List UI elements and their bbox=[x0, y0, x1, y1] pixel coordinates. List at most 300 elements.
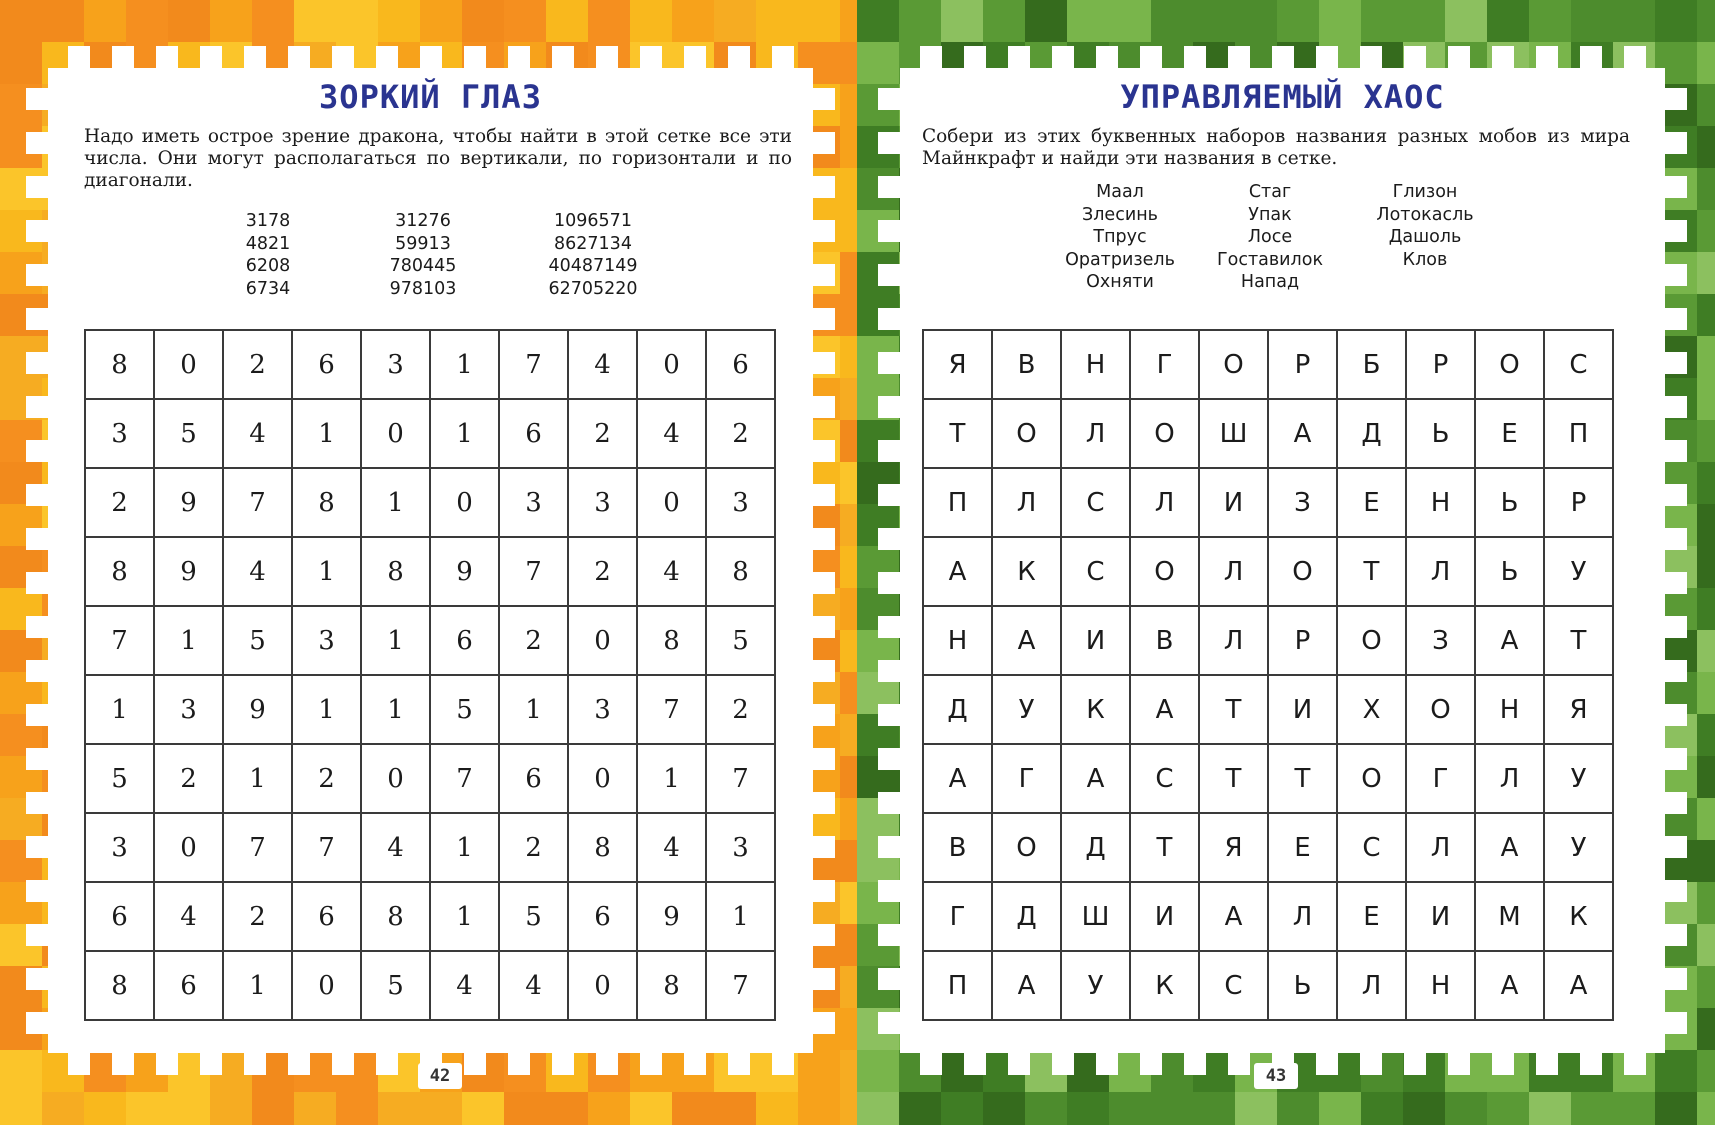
letter-cell[interactable]: Е bbox=[1337, 468, 1406, 537]
letter-cell[interactable]: Ь bbox=[1406, 399, 1475, 468]
letter-cell[interactable]: Н bbox=[1406, 468, 1475, 537]
panel-notch bbox=[813, 132, 835, 154]
panel-notch bbox=[684, 46, 706, 68]
number-cell[interactable]: 4 bbox=[154, 882, 223, 951]
pixel-tile bbox=[1445, 0, 1487, 42]
number-cell[interactable]: 6 bbox=[154, 951, 223, 1020]
number-cell[interactable]: 1 bbox=[430, 330, 499, 399]
number-cell[interactable]: 3 bbox=[568, 675, 637, 744]
letter-cell[interactable]: Л bbox=[1268, 882, 1337, 951]
number-cell[interactable]: 1 bbox=[430, 882, 499, 951]
letter-cell[interactable]: Т bbox=[1130, 813, 1199, 882]
pixel-tile bbox=[983, 1092, 1025, 1125]
number-cell[interactable]: 3 bbox=[292, 606, 361, 675]
letter-cell[interactable]: О bbox=[992, 399, 1061, 468]
pixel-tile bbox=[840, 378, 857, 420]
panel-notch bbox=[1665, 660, 1687, 682]
number-cell[interactable]: 8 bbox=[706, 537, 775, 606]
number-cell[interactable]: 0 bbox=[430, 468, 499, 537]
number-cell[interactable]: 1 bbox=[223, 744, 292, 813]
number-cell[interactable]: 1 bbox=[361, 468, 430, 537]
pixel-tile bbox=[840, 462, 857, 504]
pixel-tile bbox=[941, 1092, 983, 1125]
letter-cell[interactable]: И bbox=[1199, 468, 1268, 537]
number-cell[interactable]: 0 bbox=[361, 399, 430, 468]
letter-cell[interactable]: Н bbox=[923, 606, 992, 675]
panel-notch bbox=[813, 88, 835, 110]
number-cell[interactable]: 1 bbox=[85, 675, 154, 744]
number-cell[interactable]: 7 bbox=[223, 468, 292, 537]
letter-cell[interactable]: А bbox=[1475, 951, 1544, 1020]
number-cell[interactable]: 4 bbox=[430, 951, 499, 1020]
number-item: 3178 bbox=[245, 211, 291, 231]
letter-cell[interactable]: А bbox=[992, 951, 1061, 1020]
letter-cell[interactable]: Б bbox=[1337, 330, 1406, 399]
pixel-tile bbox=[504, 1092, 546, 1125]
letter-cell[interactable]: Я bbox=[1199, 813, 1268, 882]
letter-cell[interactable]: Л bbox=[1475, 744, 1544, 813]
panel-notch bbox=[1665, 220, 1687, 242]
letter-cell[interactable]: Т bbox=[1337, 537, 1406, 606]
number-cell[interactable]: 1 bbox=[430, 399, 499, 468]
number-cell[interactable]: 2 bbox=[292, 744, 361, 813]
number-cell[interactable]: 3 bbox=[85, 813, 154, 882]
pixel-tile bbox=[546, 1092, 588, 1125]
number-cell[interactable]: 6 bbox=[568, 882, 637, 951]
letter-cell[interactable]: А bbox=[1061, 744, 1130, 813]
number-cell[interactable]: 0 bbox=[154, 330, 223, 399]
number-cell[interactable]: 2 bbox=[223, 330, 292, 399]
letter-cell[interactable]: П bbox=[923, 468, 992, 537]
number-cell[interactable]: 4 bbox=[223, 399, 292, 468]
number-cell[interactable]: 4 bbox=[637, 813, 706, 882]
number-item: 40487149 bbox=[548, 256, 638, 276]
letter-cell[interactable]: О bbox=[992, 813, 1061, 882]
number-cell[interactable]: 6 bbox=[430, 606, 499, 675]
number-cell[interactable]: 1 bbox=[637, 744, 706, 813]
number-cell[interactable]: 3 bbox=[499, 468, 568, 537]
pixel-tile bbox=[714, 1092, 756, 1125]
letter-cell[interactable]: О bbox=[1406, 675, 1475, 744]
letter-cell[interactable]: Л bbox=[1406, 537, 1475, 606]
letter-cell[interactable]: Р bbox=[1406, 330, 1475, 399]
letter-cell[interactable]: С bbox=[1199, 951, 1268, 1020]
pixel-tile bbox=[840, 1050, 857, 1092]
letter-cell[interactable]: Ь bbox=[1268, 951, 1337, 1020]
number-cell[interactable]: 2 bbox=[706, 399, 775, 468]
number-cell[interactable]: 0 bbox=[568, 606, 637, 675]
pixel-tile bbox=[840, 84, 857, 126]
number-cell[interactable]: 0 bbox=[637, 330, 706, 399]
panel-notch bbox=[244, 46, 266, 68]
number-cell[interactable]: 6 bbox=[292, 882, 361, 951]
letter-cell[interactable]: Л bbox=[1406, 813, 1475, 882]
letter-cell[interactable]: Р bbox=[1268, 330, 1337, 399]
number-cell[interactable]: 5 bbox=[154, 399, 223, 468]
number-cell[interactable]: 7 bbox=[430, 744, 499, 813]
number-cell[interactable]: 3 bbox=[154, 675, 223, 744]
pixel-tile bbox=[840, 0, 857, 42]
panel-notch bbox=[1228, 46, 1250, 68]
pixel-tile bbox=[1697, 126, 1715, 168]
right-content-panel bbox=[900, 68, 1665, 1053]
letter-cell[interactable]: Л bbox=[992, 468, 1061, 537]
number-cell[interactable]: 5 bbox=[706, 606, 775, 675]
pixel-tile bbox=[857, 1092, 899, 1125]
letter-cell[interactable]: Р bbox=[1268, 606, 1337, 675]
letter-cell[interactable]: И bbox=[1130, 882, 1199, 951]
number-cell[interactable]: 3 bbox=[85, 399, 154, 468]
number-cell[interactable]: 6 bbox=[499, 744, 568, 813]
letter-cell[interactable]: З bbox=[1268, 468, 1337, 537]
number-list-col-2 bbox=[368, 210, 478, 300]
letter-cell[interactable]: У bbox=[1544, 537, 1613, 606]
word-item: Оратризель bbox=[1065, 249, 1175, 270]
pixel-tile bbox=[1697, 924, 1715, 966]
letter-cell[interactable]: У bbox=[1544, 813, 1613, 882]
number-cell[interactable]: 8 bbox=[85, 537, 154, 606]
number-cell[interactable]: 4 bbox=[637, 537, 706, 606]
letter-cell[interactable]: Н bbox=[1061, 330, 1130, 399]
number-cell[interactable]: 6 bbox=[85, 882, 154, 951]
number-cell[interactable]: 1 bbox=[292, 537, 361, 606]
pixel-tile bbox=[1613, 1092, 1655, 1125]
letter-grid bbox=[922, 329, 1614, 1021]
number-cell[interactable]: 7 bbox=[499, 537, 568, 606]
number-cell[interactable]: 1 bbox=[154, 606, 223, 675]
number-cell[interactable]: 1 bbox=[430, 813, 499, 882]
letter-cell[interactable]: Ш bbox=[1061, 882, 1130, 951]
word-item: Упак bbox=[1248, 204, 1292, 225]
panel-notch bbox=[728, 1053, 750, 1075]
panel-notch bbox=[68, 46, 90, 68]
pixel-tile bbox=[840, 126, 857, 168]
letter-cell[interactable]: Л bbox=[1199, 537, 1268, 606]
number-cell[interactable]: 0 bbox=[292, 951, 361, 1020]
grid-row bbox=[85, 330, 775, 399]
number-cell[interactable]: 4 bbox=[499, 951, 568, 1020]
panel-notch bbox=[1492, 46, 1514, 68]
panel-notch bbox=[1665, 836, 1687, 858]
letter-cell[interactable]: В bbox=[992, 330, 1061, 399]
panel-notch bbox=[1665, 396, 1687, 418]
pixel-tile bbox=[840, 546, 857, 588]
number-cell[interactable]: 2 bbox=[499, 813, 568, 882]
word-item: Дашоль bbox=[1388, 227, 1462, 247]
number-cell[interactable]: 2 bbox=[499, 606, 568, 675]
pixel-tile bbox=[378, 1092, 420, 1125]
letter-cell[interactable]: О bbox=[1130, 399, 1199, 468]
number-cell[interactable]: 7 bbox=[223, 813, 292, 882]
letter-cell[interactable]: К bbox=[1544, 882, 1613, 951]
number-cell[interactable]: 8 bbox=[568, 813, 637, 882]
letter-cell[interactable]: О bbox=[1199, 330, 1268, 399]
letter-cell[interactable]: Я bbox=[1544, 675, 1613, 744]
number-cell[interactable]: 0 bbox=[154, 813, 223, 882]
letter-cell[interactable]: Н bbox=[1475, 675, 1544, 744]
pixel-tile bbox=[0, 42, 42, 84]
pixel-tile bbox=[840, 294, 857, 336]
number-cell[interactable]: 8 bbox=[292, 468, 361, 537]
letter-cell[interactable]: Т bbox=[1544, 606, 1613, 675]
panel-notch bbox=[1316, 46, 1338, 68]
number-cell[interactable]: 2 bbox=[568, 537, 637, 606]
pixel-tile bbox=[756, 1092, 798, 1125]
grid-row bbox=[923, 537, 1613, 606]
number-cell[interactable]: 2 bbox=[154, 744, 223, 813]
letter-cell[interactable]: О bbox=[1337, 606, 1406, 675]
letter-cell[interactable]: И bbox=[1268, 675, 1337, 744]
number-list-col-3 bbox=[528, 210, 658, 300]
letter-cell[interactable]: А bbox=[1199, 882, 1268, 951]
panel-notch bbox=[640, 46, 662, 68]
panel-notch bbox=[878, 440, 900, 462]
number-cell[interactable]: 0 bbox=[568, 951, 637, 1020]
letter-cell[interactable]: Г bbox=[1130, 330, 1199, 399]
number-cell[interactable]: 5 bbox=[85, 744, 154, 813]
letter-cell[interactable]: С bbox=[1061, 537, 1130, 606]
number-item: 780445 bbox=[389, 256, 457, 276]
number-cell[interactable]: 1 bbox=[292, 399, 361, 468]
letter-cell[interactable]: А bbox=[1544, 951, 1613, 1020]
number-item: 6734 bbox=[245, 278, 291, 299]
letter-cell[interactable]: У bbox=[992, 675, 1061, 744]
letter-cell[interactable]: И bbox=[1061, 606, 1130, 675]
number-cell[interactable]: 0 bbox=[568, 744, 637, 813]
number-cell[interactable]: 3 bbox=[706, 813, 775, 882]
number-cell[interactable]: 8 bbox=[361, 882, 430, 951]
number-cell[interactable]: 7 bbox=[499, 330, 568, 399]
number-cell[interactable]: 7 bbox=[85, 606, 154, 675]
pixel-tile bbox=[798, 0, 840, 42]
number-cell[interactable]: 8 bbox=[85, 330, 154, 399]
grid-row bbox=[923, 951, 1613, 1020]
number-cell[interactable]: 7 bbox=[706, 744, 775, 813]
panel-notch bbox=[1140, 1053, 1162, 1075]
number-cell[interactable]: 6 bbox=[706, 330, 775, 399]
letter-cell[interactable]: Ш bbox=[1199, 399, 1268, 468]
number-cell[interactable]: 4 bbox=[568, 330, 637, 399]
letter-cell[interactable]: О bbox=[1268, 537, 1337, 606]
pixel-tile bbox=[546, 0, 588, 42]
number-cell[interactable]: 9 bbox=[154, 537, 223, 606]
number-cell[interactable]: 0 bbox=[637, 468, 706, 537]
number-cell[interactable]: 2 bbox=[223, 882, 292, 951]
letter-cell[interactable]: Я bbox=[923, 330, 992, 399]
panel-notch bbox=[200, 1053, 222, 1075]
panel-notch bbox=[878, 132, 900, 154]
number-cell[interactable]: 7 bbox=[637, 675, 706, 744]
number-cell[interactable]: 7 bbox=[292, 813, 361, 882]
letter-cell[interactable]: А bbox=[923, 537, 992, 606]
number-cell[interactable]: 7 bbox=[706, 951, 775, 1020]
pixel-tile bbox=[1361, 0, 1403, 42]
letter-cell[interactable]: Х bbox=[1337, 675, 1406, 744]
letter-cell[interactable]: В bbox=[923, 813, 992, 882]
letter-cell[interactable]: Т bbox=[1199, 744, 1268, 813]
letter-cell[interactable]: К bbox=[1061, 675, 1130, 744]
letter-cell[interactable]: Л bbox=[1061, 399, 1130, 468]
panel-notch bbox=[813, 484, 835, 506]
letter-cell[interactable]: Л bbox=[1337, 951, 1406, 1020]
letter-cell[interactable]: В bbox=[1130, 606, 1199, 675]
letter-cell[interactable]: Н bbox=[1406, 951, 1475, 1020]
letter-cell[interactable]: Е bbox=[1337, 882, 1406, 951]
letter-cell[interactable]: Ь bbox=[1475, 468, 1544, 537]
pixel-tile bbox=[630, 1092, 672, 1125]
letter-cell[interactable]: С bbox=[1544, 330, 1613, 399]
letter-cell[interactable]: О bbox=[1130, 537, 1199, 606]
letter-cell[interactable]: У bbox=[1544, 744, 1613, 813]
word-item: Тпрус bbox=[1093, 227, 1147, 247]
letter-cell[interactable]: И bbox=[1406, 882, 1475, 951]
number-cell[interactable]: 8 bbox=[637, 606, 706, 675]
number-cell[interactable]: 1 bbox=[706, 882, 775, 951]
pixel-tile bbox=[0, 0, 42, 42]
letter-cell[interactable]: О bbox=[1337, 744, 1406, 813]
letter-cell[interactable]: А bbox=[1475, 606, 1544, 675]
letter-cell[interactable]: Т bbox=[923, 399, 992, 468]
letter-cell[interactable]: Г bbox=[923, 882, 992, 951]
letter-cell[interactable]: Т bbox=[1268, 744, 1337, 813]
letter-cell[interactable]: Д bbox=[1061, 813, 1130, 882]
number-cell[interactable]: 6 bbox=[292, 330, 361, 399]
number-cell[interactable]: 8 bbox=[85, 951, 154, 1020]
letter-cell[interactable]: О bbox=[1475, 330, 1544, 399]
number-cell[interactable]: 5 bbox=[361, 951, 430, 1020]
letter-cell[interactable]: Л bbox=[1199, 606, 1268, 675]
letter-cell[interactable]: Д bbox=[992, 882, 1061, 951]
number-cell[interactable]: 9 bbox=[223, 675, 292, 744]
panel-notch bbox=[26, 176, 48, 198]
number-cell[interactable]: 4 bbox=[637, 399, 706, 468]
letter-cell[interactable]: Т bbox=[1199, 675, 1268, 744]
number-cell[interactable]: 1 bbox=[223, 951, 292, 1020]
letter-cell[interactable]: А bbox=[1130, 675, 1199, 744]
pixel-tile bbox=[126, 0, 168, 42]
pixel-tile bbox=[941, 0, 983, 42]
letter-cell[interactable]: Ь bbox=[1475, 537, 1544, 606]
number-cell[interactable]: 5 bbox=[223, 606, 292, 675]
number-cell[interactable]: 5 bbox=[430, 675, 499, 744]
letter-cell[interactable]: М bbox=[1475, 882, 1544, 951]
panel-notch bbox=[1052, 1053, 1074, 1075]
pixel-tile bbox=[1193, 0, 1235, 42]
letter-cell[interactable]: П bbox=[923, 951, 992, 1020]
pixel-tile bbox=[756, 0, 798, 42]
number-cell[interactable]: 3 bbox=[568, 468, 637, 537]
panel-notch bbox=[1665, 264, 1687, 286]
number-cell[interactable]: 3 bbox=[361, 330, 430, 399]
pixel-tile bbox=[42, 1092, 84, 1125]
number-cell[interactable]: 9 bbox=[637, 882, 706, 951]
letter-cell[interactable]: К bbox=[992, 537, 1061, 606]
word-item: Лотокасль bbox=[1376, 204, 1474, 225]
pixel-tile bbox=[1697, 336, 1715, 378]
number-cell[interactable]: 1 bbox=[361, 675, 430, 744]
number-cell[interactable]: 0 bbox=[361, 744, 430, 813]
pixel-tile bbox=[1697, 840, 1715, 882]
pixel-tile bbox=[1067, 1092, 1109, 1125]
letter-cell[interactable]: С bbox=[1061, 468, 1130, 537]
panel-notch bbox=[288, 46, 310, 68]
number-cell[interactable]: 8 bbox=[361, 537, 430, 606]
panel-notch bbox=[1665, 968, 1687, 990]
number-cell[interactable]: 5 bbox=[499, 882, 568, 951]
letter-cell[interactable]: С bbox=[1130, 744, 1199, 813]
pixel-tile bbox=[1697, 0, 1715, 42]
pixel-tile bbox=[714, 0, 756, 42]
pixel-tile bbox=[1697, 882, 1715, 924]
number-cell[interactable]: 9 bbox=[154, 468, 223, 537]
letter-cell[interactable]: К bbox=[1130, 951, 1199, 1020]
letter-cell[interactable]: П bbox=[1544, 399, 1613, 468]
number-item: 59913 bbox=[395, 233, 451, 254]
letter-cell[interactable]: А bbox=[923, 744, 992, 813]
letter-cell[interactable]: А bbox=[992, 606, 1061, 675]
letter-cell[interactable]: Е bbox=[1268, 813, 1337, 882]
panel-notch bbox=[26, 836, 48, 858]
word-item: Стаг bbox=[1248, 182, 1292, 202]
letter-cell[interactable]: З bbox=[1406, 606, 1475, 675]
pixel-tile bbox=[1613, 0, 1655, 42]
number-cell[interactable]: 3 bbox=[706, 468, 775, 537]
number-cell[interactable]: 1 bbox=[292, 675, 361, 744]
letter-cell[interactable]: А bbox=[1475, 813, 1544, 882]
pixel-tile bbox=[168, 0, 210, 42]
pixel-tile bbox=[840, 924, 857, 966]
number-cell[interactable]: 4 bbox=[361, 813, 430, 882]
number-cell[interactable]: 4 bbox=[223, 537, 292, 606]
letter-cell[interactable]: Г bbox=[1406, 744, 1475, 813]
word-item: Глизон bbox=[1392, 182, 1458, 202]
pixel-tile bbox=[672, 0, 714, 42]
pixel-tile bbox=[672, 1092, 714, 1125]
number-cell[interactable]: 1 bbox=[499, 675, 568, 744]
pixel-tile bbox=[210, 1092, 252, 1125]
pixel-tile bbox=[1403, 1092, 1445, 1125]
letter-cell[interactable]: Е bbox=[1475, 399, 1544, 468]
number-cell[interactable]: 8 bbox=[637, 951, 706, 1020]
letter-cell[interactable]: Л bbox=[1130, 468, 1199, 537]
letter-cell[interactable]: Р bbox=[1544, 468, 1613, 537]
number-cell[interactable]: 2 bbox=[85, 468, 154, 537]
letter-cell[interactable]: Д bbox=[1337, 399, 1406, 468]
number-cell[interactable]: 2 bbox=[568, 399, 637, 468]
letter-cell[interactable]: У bbox=[1061, 951, 1130, 1020]
pixel-tile bbox=[1025, 1092, 1067, 1125]
grid-row bbox=[923, 468, 1613, 537]
panel-notch bbox=[1665, 176, 1687, 198]
panel-notch bbox=[1624, 46, 1646, 68]
pixel-tile bbox=[798, 1050, 840, 1092]
letter-cell[interactable]: Г bbox=[992, 744, 1061, 813]
number-cell[interactable]: 6 bbox=[499, 399, 568, 468]
letter-cell[interactable]: Д bbox=[923, 675, 992, 744]
pixel-tile bbox=[1697, 252, 1715, 294]
pixel-tile bbox=[1529, 1092, 1571, 1125]
number-cell[interactable]: 1 bbox=[361, 606, 430, 675]
number-cell[interactable]: 9 bbox=[430, 537, 499, 606]
right-page-description: Собери из этих буквенных наборов названия разных мобов из мира Майнкрафт и найди эти названия в сетке. bbox=[922, 126, 1630, 169]
panel-notch bbox=[878, 308, 900, 330]
number-cell[interactable]: 2 bbox=[706, 675, 775, 744]
panel-notch bbox=[728, 46, 750, 68]
letter-cell[interactable]: А bbox=[1268, 399, 1337, 468]
panel-notch bbox=[813, 616, 835, 638]
letter-cell[interactable]: С bbox=[1337, 813, 1406, 882]
panel-notch bbox=[112, 1053, 134, 1075]
